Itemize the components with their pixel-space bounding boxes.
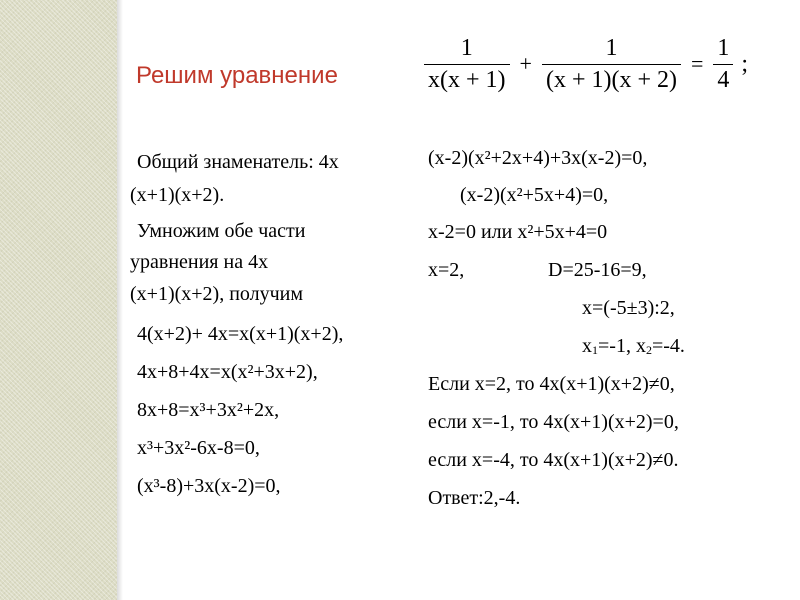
fraction-term2 <box>542 35 681 93</box>
slide-title: Решим уравнение <box>136 62 338 89</box>
left-line: (x+1)(x+2), получим <box>130 283 304 305</box>
left-line: Общий знаменатель: 4x <box>137 151 339 173</box>
right-line: x-2=0 или x²+5x+4=0 <box>428 221 608 243</box>
right-line: x=2, <box>428 259 465 281</box>
rhs-denominator: 4 <box>713 64 733 93</box>
right-line: (x-2)(x²+5x+4)=0, <box>460 184 609 206</box>
term2-numerator: 1 <box>605 35 618 62</box>
right-line: если x=-1, то 4x(x+1)(x+2)=0, <box>428 411 679 433</box>
equals-sign: = <box>691 51 704 76</box>
left-line: Умножим обе части <box>137 220 306 242</box>
answer-line: Ответ:2,-4. <box>428 487 521 509</box>
root-mid: =-1, x <box>598 335 646 357</box>
left-line: уравнения на 4x <box>130 251 269 273</box>
rhs-numerator: 1 <box>717 35 730 62</box>
decorative-sidebar <box>0 0 117 600</box>
fraction-term1 <box>424 35 510 93</box>
sidebar-shadow <box>117 0 123 600</box>
equation-terminator: ; <box>741 50 749 77</box>
left-line: 8x+8=x³+3x²+2x, <box>137 399 280 421</box>
subscript-1: 1 <box>592 343 598 357</box>
root-x1: x <box>582 335 592 357</box>
term1-numerator: 1 <box>460 35 473 62</box>
right-line: D=25-16=9, <box>548 259 647 281</box>
plus-sign: + <box>519 51 532 76</box>
fraction-rhs <box>713 35 733 93</box>
right-line: (x-2)(x²+2x+4)+3x(x-2)=0, <box>428 147 648 169</box>
right-line-roots <box>582 334 685 362</box>
left-line: (x³-8)+3x(x-2)=0, <box>137 475 281 497</box>
equation <box>420 24 748 104</box>
left-line: x³+3x²-6x-8=0, <box>137 437 260 459</box>
right-line: Если x=2, то 4x(x+1)(x+2)≠0, <box>428 373 675 395</box>
term2-denominator: (x + 1)(x + 2) <box>542 64 681 93</box>
left-line: 4(x+2)+ 4x=x(x+1)(x+2), <box>137 323 344 345</box>
subscript-2: 2 <box>645 343 652 357</box>
right-line: x=(-5±3):2, <box>582 297 675 319</box>
right-line: если x=-4, то 4x(x+1)(x+2)≠0. <box>428 449 679 471</box>
root-end: =-4. <box>651 335 685 357</box>
term1-denominator: x(x + 1) <box>424 64 510 93</box>
left-line: 4x+8+4x=x(x²+3x+2), <box>137 361 318 383</box>
left-line: (x+1)(x+2). <box>130 184 225 206</box>
